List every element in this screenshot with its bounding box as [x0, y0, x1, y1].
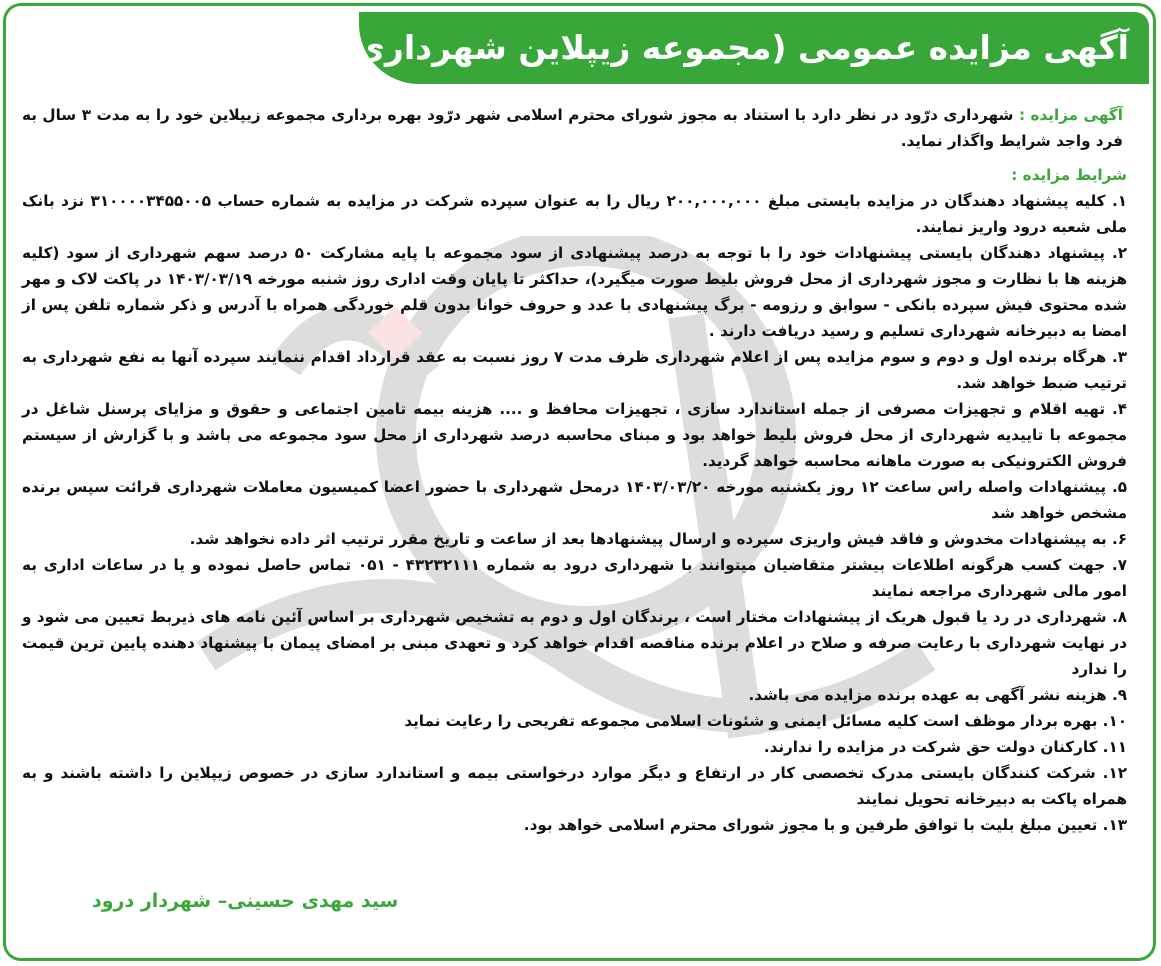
- condition-item: ۷. جهت کسب هرگونه اطلاعات بیشتر متقاضیان میتوانند با شهرداری درود به شماره ۴۳۲۳۲۱۱۱ - ۰۵۱ تماس حاصل نموده و یا در ساعات اداری به امور مالی شهرداری مراجعه نمایند: [22, 556, 1127, 600]
- condition-item: ۲. پیشنهاد دهندگان بایستی پیشنهادات خود را با توجه به درصد پیشنهادی از سود مجموعه با پایه مشارکت ۵۰ درصد سهم شهرداری از سود (کلیه هزینه ها با نظارت و مجوز شهرداری از محل فروش بلیط صورت میگیرد)، حداکثر تا پایان وقت اداری روز شنبه مورخه ۱۴۰۳/۰۳/۱۹ در پاکت لاک و مهر شده محتوی فیش سپرده بانکی - سوابق و رزومه - برگ پیشنهادی با عدد و حروف خوانا بدون قلم خوردگی همراه با آدرس و ذکر شماره تلفن پس از امضا به دبیرخانه شهرداری تسلیم و رسید دریافت دارند .: [22, 244, 1128, 340]
- page-title: آگهی مزایده عمومی (مجموعه زیپلاین شهرداری درود): [254, 28, 1129, 67]
- condition-item: ۹. هزینه نشر آگهی به عهده برنده مزایده می باشد.: [748, 686, 1127, 704]
- condition-item: ۱۱. کارکنان دولت حق شرکت در مزایده را ندارند.: [763, 738, 1127, 756]
- intro-text: شهرداری درّود در نظر دارد با استناد به مجوز شورای محترم اسلامی شهر درّود بهره برداری مجموعه زیپلاین خود را به مدت ۳ سال به فرد واجد شرایط واگذار نماید.: [22, 106, 1123, 150]
- intro-paragraph: [22, 102, 1127, 154]
- condition-item: ۴. تهیه اقلام و تجهیزات مصرفی از جمله استاندارد سازی ، تجهیزات محافظ و .... هزینه بیمه تامین اجتماعی و حقوق و مزایای پرسنل شاغل در مجموعه با تاییدیه شهرداری از محل فروش بلیط خواهد بود و مبنای محاسبه درصد شهرداری از محل سود مجموعه می باشد و با گزارش از سیستم فروش الکترونیکی به صورت ماهانه محاسبه خواهد گردید.: [22, 400, 1127, 470]
- mayor-signature: سید مهدی حسینی– شهردار درود: [92, 890, 399, 912]
- condition-item: ۱. کلیه پیشنهاد دهندگان در مزایده بایستی مبلغ ۲۰۰,۰۰۰,۰۰۰ ریال را به عنوان سپرده شرکت در مزایده به شماره حساب ۳۱۰۰۰۰۳۴۵۵۰۰۵ نزد بانک ملی شعبه درود واریز نمایند.: [22, 192, 1127, 236]
- title-banner: [254, 12, 1149, 84]
- condition-item: ۱۲. شرکت کنندگان بایستی مدرک تخصصی کار در ارتفاع و دیگر موارد درخواستی بیمه و استاندارد سازی در خصوص زیپلاین را داشته باشند و به همراه پاکت به دبیرخانه تحویل نمایند: [22, 764, 1127, 808]
- condition-item: ۳. هرگاه برنده اول و دوم و سوم مزایده پس از اعلام شهرداری ظرف مدت ۷ روز نسبت به عقد قرارداد اقدام ننمایند سپرده آنها به نفع شهرداری به ترتیب ضبط خواهد شد.: [22, 348, 1127, 392]
- condition-item: ۵. پیشنهادات واصله راس ساعت ۱۲ روز یکشنبه مورخه ۱۴۰۳/۰۳/۲۰ درمحل شهرداری با حضور اعضا کمیسیون معاملات شهرداری قرائت سپس برنده مشخص خواهد شد: [22, 478, 1127, 522]
- condition-item: ۶. به پیشنهادات مخدوش و فاقد فیش واریزی سپرده و ارسال پیشنهادها بعد از ساعت و تاریخ مقرر ترتیب اثر داده نخواهد شد.: [189, 530, 1127, 548]
- condition-item: ۸. شهرداری در رد یا قبول هریک از پیشنهادات مختار است ، برندگان اول و دوم به تشخیص شهرداری بر اساس آئین نامه های ذیربط تعیین می شود و در نهایت شهرداری با رعایت صرفه و صلاح در اعلام برنده مناقصه اقدام خواهد کرد و تعهدی مبنی بر امضای پیمان با پیشنهاد دهنده پایین ترین قیمت را ندارد: [22, 608, 1127, 678]
- notice-body: [22, 102, 1127, 838]
- intro-label: آگهی مزایده :: [1018, 106, 1123, 124]
- condition-item: ۱۳. تعیین مبلغ بلیت با توافق طرفین و با مجوز شورای محترم اسلامی خواهد بود.: [523, 816, 1127, 834]
- notice-frame: [3, 3, 1156, 961]
- condition-item: ۱۰. بهره بردار موظف است کلیه مسائل ایمنی و شئونات اسلامی مجموعه تفریحی را رعایت نماید: [404, 712, 1127, 730]
- conditions-title: شرایط مزایده :: [1011, 166, 1127, 184]
